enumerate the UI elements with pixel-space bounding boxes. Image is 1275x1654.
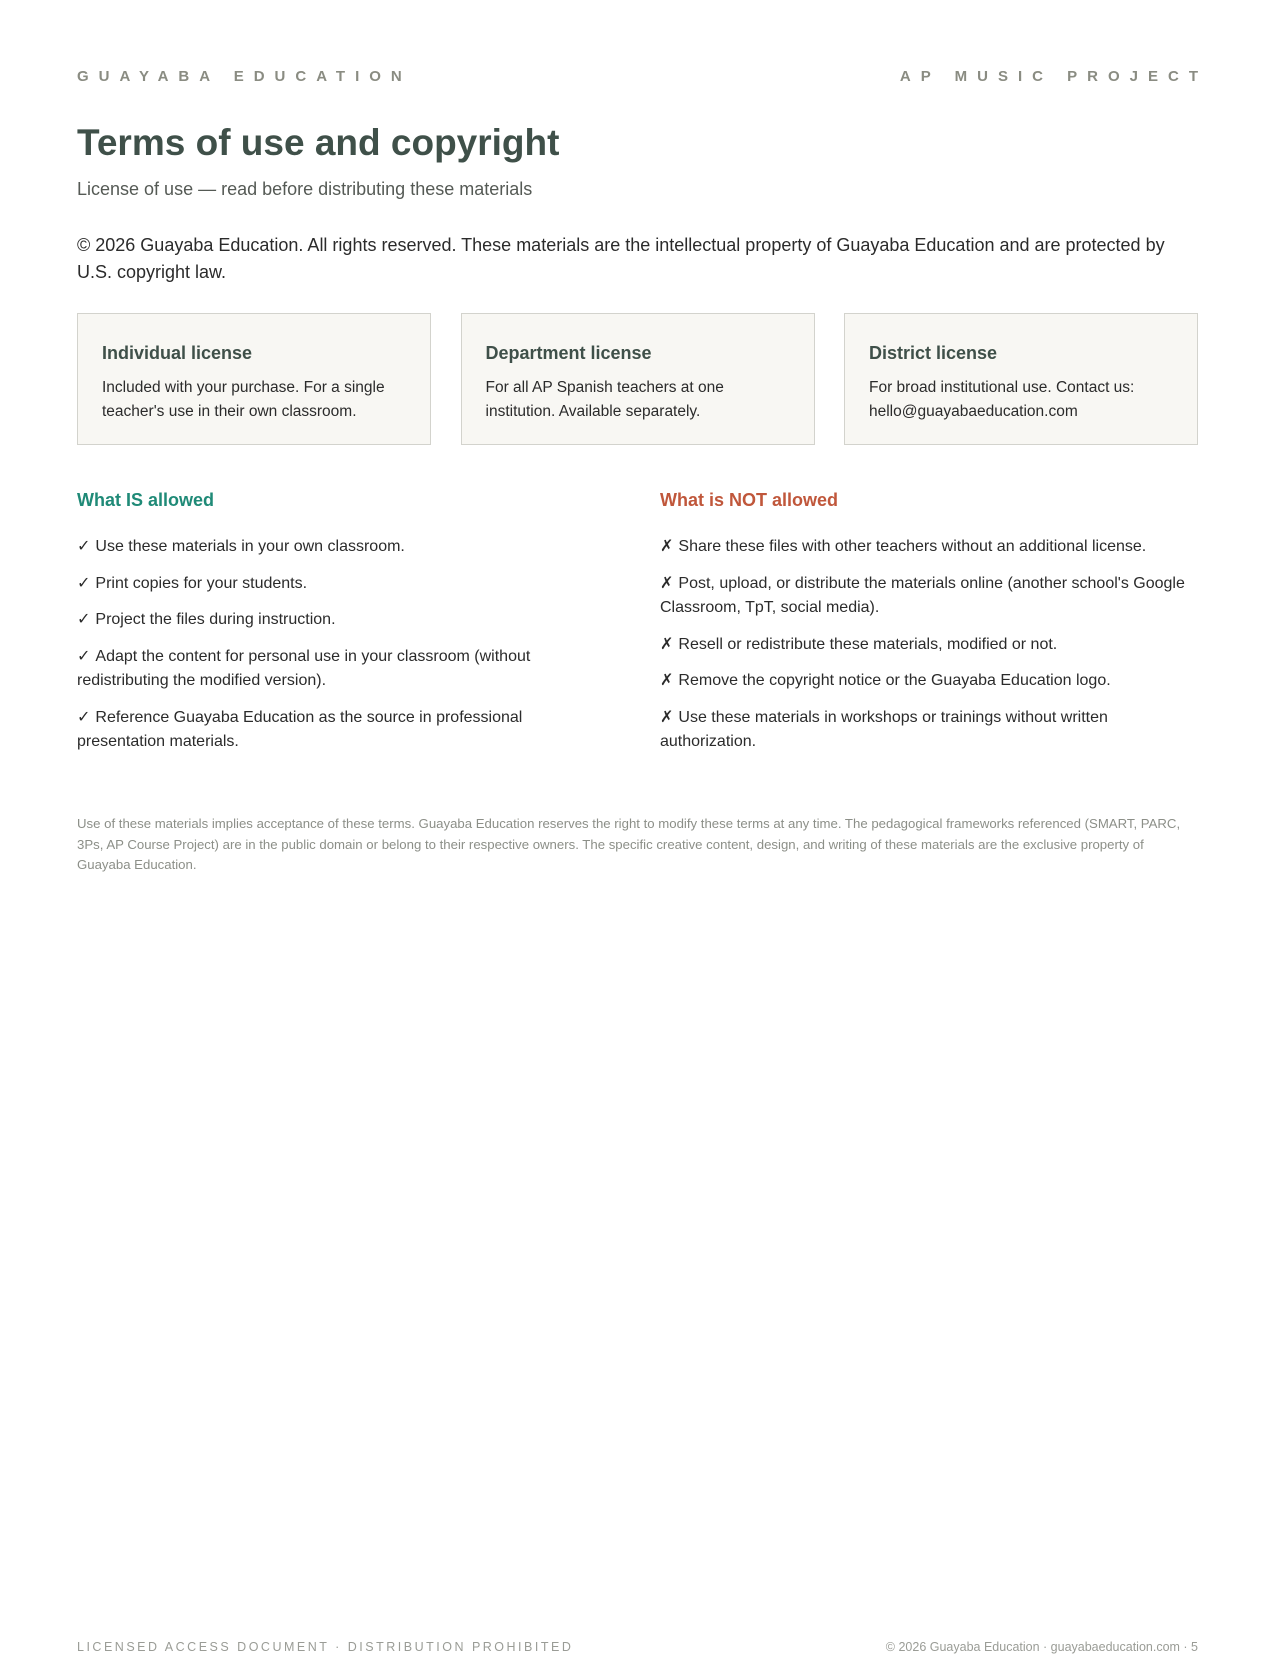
list-item-text: Resell or redistribute these materials, modified or not. [678,635,1058,653]
cross-icon: ✗ [660,538,674,555]
list-item [660,669,1198,694]
page-title: Terms of use and copyright [77,122,560,163]
checkmark-icon: ✓ [77,574,91,592]
running-header [77,68,1208,85]
list-item [77,535,587,560]
checkmark-icon: ✓ [77,708,91,726]
not-allowed-column [660,490,1198,767]
copyright-statement: © 2026 Guayaba Education. All rights reserved. These materials are the intellectual property of Guayaba Education and are protected by U.S. copyright law. [77,235,1165,282]
list-item [660,633,1198,658]
list-item-text: Reference Guayaba Education as the source in professional presentation materials. [77,708,523,750]
list-item-text: Share these files with other teachers without an additional license. [678,538,1147,555]
checkmark-icon: ✓ [77,611,91,628]
list-item [77,572,587,597]
cross-icon: ✗ [660,708,674,726]
list-item [77,706,587,755]
license-card-district [844,313,1198,445]
license-title: District license [869,343,998,363]
license-description: For broad institutional use. Contact us: hello@guayabaeducation.com [869,379,1135,420]
allowed-heading: What IS allowed [77,490,215,510]
list-item [660,706,1198,755]
cross-icon: ✗ [660,635,674,653]
list-item [660,535,1198,560]
project-name: AP MUSIC PROJECT [899,68,1208,85]
cross-icon: ✗ [660,574,674,592]
footer-distribution-notice: LICENSED ACCESS DOCUMENT · DISTRIBUTION PROHIBITED [77,1640,574,1654]
license-card-department [461,313,815,445]
page [77,0,1208,1654]
checkmark-icon: ✓ [77,647,91,665]
license-description: For all AP Spanish teachers at one institution. Available separately. [485,379,724,420]
list-item [77,645,587,694]
list-item-text: Remove the copyright notice or the Guayaba Education logo. [678,672,1111,689]
terms-fineprint: Use of these materials implies acceptance of these terms. Guayaba Education reserves the right to modify these terms at any time. The pedagogical frameworks referenced (SMART, PARC, 3Ps, AP Course Project) are in the public domain or belong to their respective owners. The specific creative content, design, and writing of these materials are the exclusive property of Guayaba Education. [77,816,1181,872]
page-footer [77,1640,1198,1654]
not-allowed-list [660,535,1198,755]
license-title: Department license [485,343,652,363]
list-item-text: Adapt the content for personal use in your classroom (without redistributing the modified version). [77,647,531,689]
license-description: Included with your purchase. For a single teacher's use in their own classroom. [102,379,385,420]
list-item [77,608,587,633]
list-item-text: Project the files during instruction. [95,611,336,628]
license-card-individual [77,313,431,445]
license-cards [77,313,1198,445]
allowed-list [77,535,587,755]
checkmark-icon: ✓ [77,538,91,555]
footer-copyright-page-number: © 2026 Guayaba Education · guayabaeducation.com · 5 [885,1640,1198,1654]
cross-icon: ✗ [660,672,674,689]
usage-rules [77,490,1198,767]
license-title: Individual license [102,343,253,363]
brand-name: GUAYABA EDUCATION [77,68,412,85]
list-item-text: Use these materials in your own classroom. [95,538,405,555]
list-item-text: Use these materials in workshops or trainings without written authorization. [660,708,1108,750]
list-item-text: Post, upload, or distribute the materials online (another school's Google Classroom, TpT, social media). [660,574,1185,616]
not-allowed-heading: What is NOT allowed [660,490,839,510]
page-subtitle: License of use — read before distributing these materials [77,179,533,199]
list-item [660,572,1198,621]
allowed-column [77,490,587,767]
list-item-text: Print copies for your students. [95,574,308,592]
